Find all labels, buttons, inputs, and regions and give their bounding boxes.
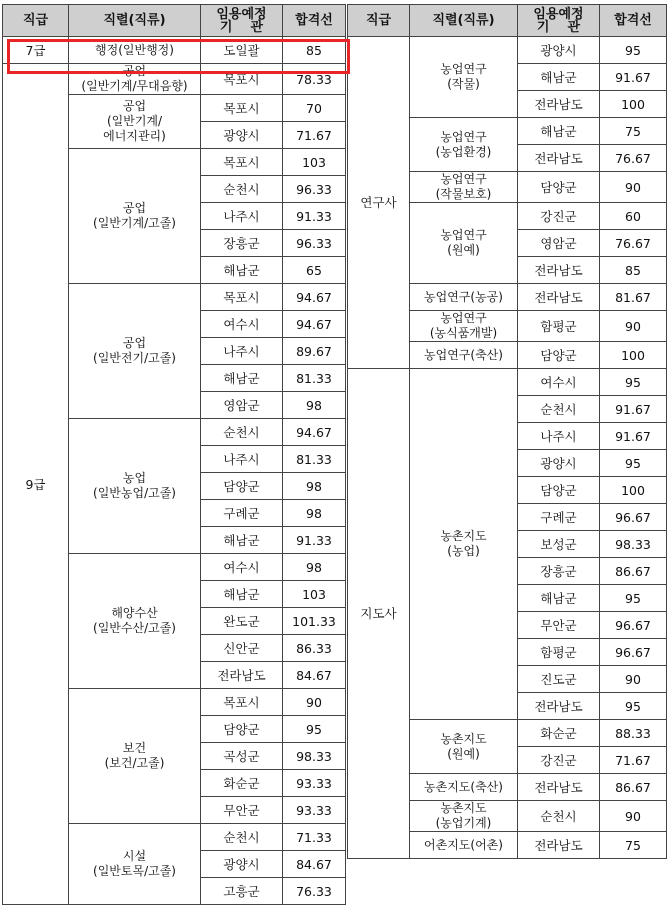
series-cell: 농업연구 (작물) bbox=[410, 37, 518, 118]
series-cell: 보건 (보건/고졸) bbox=[69, 689, 201, 824]
header-grade: 직급 bbox=[3, 5, 69, 37]
org-cell: 나주시 bbox=[201, 203, 283, 230]
cutoff-cell: 91.67 bbox=[600, 64, 667, 91]
org-cell: 광양시 bbox=[201, 851, 283, 878]
org-cell: 여수시 bbox=[201, 554, 283, 581]
series-cell: 공업 (일반기계/고졸) bbox=[69, 149, 201, 284]
cutoff-cell: 90 bbox=[600, 801, 667, 832]
cutoff-cell: 95 bbox=[600, 369, 667, 396]
cutoff-cell: 96.67 bbox=[600, 639, 667, 666]
cutoff-cell: 101.33 bbox=[283, 608, 346, 635]
series-cell: 공업 (일반기계/무대음향) bbox=[69, 64, 201, 95]
cutoff-cell: 71.33 bbox=[283, 824, 346, 851]
header-org bbox=[518, 5, 600, 37]
org-cell: 나주시 bbox=[201, 338, 283, 365]
org-cell: 전라남도 bbox=[518, 284, 600, 311]
cutoff-cell: 65 bbox=[283, 257, 346, 284]
org-cell: 나주시 bbox=[201, 446, 283, 473]
series-cell: 해양수산 (일반수산/고졸) bbox=[69, 554, 201, 689]
grade-cell: 9급 bbox=[3, 64, 69, 905]
org-cell: 목포시 bbox=[201, 64, 283, 95]
cutoff-cell: 103 bbox=[283, 149, 346, 176]
org-cell: 전라남도 bbox=[518, 145, 600, 172]
table-row bbox=[348, 37, 667, 64]
series-cell: 농촌지도 (농업기계) bbox=[410, 801, 518, 832]
org-cell: 순천시 bbox=[201, 824, 283, 851]
cutoff-cell: 78.33 bbox=[283, 64, 346, 95]
cutoff-cell: 94.67 bbox=[283, 284, 346, 311]
org-cell: 보성군 bbox=[518, 531, 600, 558]
cutoff-cell: 98.33 bbox=[283, 743, 346, 770]
org-cell: 화순군 bbox=[201, 770, 283, 797]
cutoff-cell: 91.33 bbox=[283, 203, 346, 230]
org-cell: 구례군 bbox=[201, 500, 283, 527]
cutoff-cell: 93.33 bbox=[283, 770, 346, 797]
org-cell: 해남군 bbox=[201, 581, 283, 608]
cutoff-cell: 95 bbox=[600, 37, 667, 64]
series-cell: 농업연구 (원예) bbox=[410, 203, 518, 284]
table-row bbox=[3, 64, 346, 95]
cutoff-cell: 81.33 bbox=[283, 446, 346, 473]
cutoff-cell: 98.33 bbox=[600, 531, 667, 558]
org-cell: 목포시 bbox=[201, 284, 283, 311]
series-cell: 어촌지도(어촌) bbox=[410, 832, 518, 859]
cutoff-cell: 96.67 bbox=[600, 504, 667, 531]
series-cell: 농업연구 (농업환경) bbox=[410, 118, 518, 172]
cutoff-cell: 103 bbox=[283, 581, 346, 608]
cutoff-cell: 85 bbox=[283, 37, 346, 64]
cutoff-cell: 60 bbox=[600, 203, 667, 230]
cutoff-cell: 95 bbox=[600, 693, 667, 720]
org-cell: 곡성군 bbox=[201, 743, 283, 770]
header-org-line2: 기 관 bbox=[219, 19, 264, 35]
org-cell: 진도군 bbox=[518, 666, 600, 693]
grade-cell: 지도사 bbox=[348, 369, 410, 859]
cutoff-cell: 96.33 bbox=[283, 176, 346, 203]
org-cell: 순천시 bbox=[201, 419, 283, 446]
org-cell: 광양시 bbox=[518, 37, 600, 64]
cutoff-cell: 81.67 bbox=[600, 284, 667, 311]
org-cell: 담양군 bbox=[518, 172, 600, 203]
header-org bbox=[201, 5, 283, 37]
grade-cell: 연구사 bbox=[348, 37, 410, 369]
left-table bbox=[2, 4, 346, 905]
org-cell: 광양시 bbox=[201, 122, 283, 149]
org-cell: 전라남도 bbox=[518, 91, 600, 118]
table-row bbox=[3, 37, 346, 64]
cutoff-cell: 76.33 bbox=[283, 878, 346, 905]
cutoff-cell: 98 bbox=[283, 554, 346, 581]
cutoff-cell: 71.67 bbox=[283, 122, 346, 149]
cutoff-cell: 84.67 bbox=[283, 662, 346, 689]
org-cell: 신안군 bbox=[201, 635, 283, 662]
org-cell: 해남군 bbox=[201, 527, 283, 554]
header-org-line1: 임용예정 bbox=[216, 6, 267, 22]
cutoff-cell: 91.33 bbox=[283, 527, 346, 554]
series-cell: 시설 (일반토목/고졸) bbox=[69, 824, 201, 905]
series-cell: 행정(일반행정) bbox=[69, 37, 201, 64]
right-table bbox=[347, 4, 667, 859]
cutoff-cell: 89.67 bbox=[283, 338, 346, 365]
org-cell: 해남군 bbox=[201, 365, 283, 392]
org-cell: 전라남도 bbox=[518, 832, 600, 859]
cutoff-cell: 76.67 bbox=[600, 230, 667, 257]
cutoff-cell: 98 bbox=[283, 500, 346, 527]
cutoff-cell: 86.67 bbox=[600, 558, 667, 585]
series-cell: 농업연구 (농식품개발) bbox=[410, 311, 518, 342]
cutoff-cell: 94.67 bbox=[283, 311, 346, 338]
header-cutoff: 합격선 bbox=[600, 5, 667, 37]
series-cell: 농촌지도 (원예) bbox=[410, 720, 518, 774]
org-cell: 강진군 bbox=[518, 747, 600, 774]
org-cell: 목포시 bbox=[201, 95, 283, 122]
org-cell: 전라남도 bbox=[518, 257, 600, 284]
header-org-line1: 임용예정 bbox=[533, 6, 584, 22]
cutoff-cell: 91.67 bbox=[600, 396, 667, 423]
cutoff-cell: 90 bbox=[600, 666, 667, 693]
org-cell: 영암군 bbox=[201, 392, 283, 419]
series-cell: 농업연구(농공) bbox=[410, 284, 518, 311]
org-cell: 전라남도 bbox=[518, 774, 600, 801]
org-cell: 강진군 bbox=[518, 203, 600, 230]
cutoff-cell: 71.67 bbox=[600, 747, 667, 774]
cutoff-cell: 90 bbox=[600, 311, 667, 342]
org-cell: 담양군 bbox=[201, 473, 283, 500]
org-cell: 도일괄 bbox=[201, 37, 283, 64]
cutoff-cell: 98 bbox=[283, 473, 346, 500]
org-cell: 여수시 bbox=[201, 311, 283, 338]
grade-cell: 7급 bbox=[3, 37, 69, 64]
series-cell: 농촌지도(축산) bbox=[410, 774, 518, 801]
org-cell: 해남군 bbox=[201, 257, 283, 284]
series-cell: 공업 (일반전기/고졸) bbox=[69, 284, 201, 419]
cutoff-cell: 94.67 bbox=[283, 419, 346, 446]
header-cutoff: 합격선 bbox=[283, 5, 346, 37]
org-cell: 순천시 bbox=[518, 801, 600, 832]
org-cell: 함평군 bbox=[518, 311, 600, 342]
org-cell: 함평군 bbox=[518, 639, 600, 666]
cutoff-cell: 75 bbox=[600, 832, 667, 859]
org-cell: 광양시 bbox=[518, 450, 600, 477]
cutoff-cell: 81.33 bbox=[283, 365, 346, 392]
cutoff-tables bbox=[2, 4, 666, 899]
org-cell: 담양군 bbox=[518, 342, 600, 369]
right-header-row bbox=[348, 5, 667, 37]
left-header-row bbox=[3, 5, 346, 37]
org-cell: 목포시 bbox=[201, 689, 283, 716]
org-cell: 무안군 bbox=[201, 797, 283, 824]
cutoff-cell: 91.67 bbox=[600, 423, 667, 450]
cutoff-cell: 93.33 bbox=[283, 797, 346, 824]
org-cell: 장흥군 bbox=[201, 230, 283, 257]
cutoff-cell: 95 bbox=[600, 450, 667, 477]
series-cell: 공업 (일반기계/ 에너지관리) bbox=[69, 95, 201, 149]
cutoff-cell: 90 bbox=[600, 172, 667, 203]
cutoff-cell: 75 bbox=[600, 118, 667, 145]
series-cell: 농업 (일반농업/고졸) bbox=[69, 419, 201, 554]
cutoff-cell: 70 bbox=[283, 95, 346, 122]
series-cell: 농업연구(축산) bbox=[410, 342, 518, 369]
header-org-line2: 기 관 bbox=[536, 19, 581, 35]
cutoff-cell: 84.67 bbox=[283, 851, 346, 878]
cutoff-cell: 90 bbox=[283, 689, 346, 716]
org-cell: 순천시 bbox=[201, 176, 283, 203]
org-cell: 담양군 bbox=[518, 477, 600, 504]
org-cell: 전라남도 bbox=[201, 662, 283, 689]
cutoff-cell: 86.33 bbox=[283, 635, 346, 662]
cutoff-cell: 86.67 bbox=[600, 774, 667, 801]
cutoff-cell: 96.67 bbox=[600, 612, 667, 639]
table-row bbox=[348, 369, 667, 396]
org-cell: 해남군 bbox=[518, 118, 600, 145]
series-cell: 농업연구 (작물보호) bbox=[410, 172, 518, 203]
header-grade: 직급 bbox=[348, 5, 410, 37]
org-cell: 나주시 bbox=[518, 423, 600, 450]
org-cell: 영암군 bbox=[518, 230, 600, 257]
cutoff-cell: 100 bbox=[600, 342, 667, 369]
cutoff-cell: 85 bbox=[600, 257, 667, 284]
series-cell: 농촌지도 (농업) bbox=[410, 369, 518, 720]
org-cell: 순천시 bbox=[518, 396, 600, 423]
cutoff-cell: 76.67 bbox=[600, 145, 667, 172]
cutoff-cell: 100 bbox=[600, 477, 667, 504]
header-series: 직렬(직류) bbox=[69, 5, 201, 37]
cutoff-cell: 95 bbox=[283, 716, 346, 743]
org-cell: 장흥군 bbox=[518, 558, 600, 585]
cutoff-cell: 96.33 bbox=[283, 230, 346, 257]
org-cell: 여수시 bbox=[518, 369, 600, 396]
cutoff-cell: 95 bbox=[600, 585, 667, 612]
org-cell: 담양군 bbox=[201, 716, 283, 743]
header-series: 직렬(직류) bbox=[410, 5, 518, 37]
cutoff-cell: 88.33 bbox=[600, 720, 667, 747]
org-cell: 해남군 bbox=[518, 64, 600, 91]
org-cell: 화순군 bbox=[518, 720, 600, 747]
org-cell: 구례군 bbox=[518, 504, 600, 531]
org-cell: 해남군 bbox=[518, 585, 600, 612]
org-cell: 완도군 bbox=[201, 608, 283, 635]
org-cell: 고흥군 bbox=[201, 878, 283, 905]
org-cell: 목포시 bbox=[201, 149, 283, 176]
org-cell: 전라남도 bbox=[518, 693, 600, 720]
cutoff-cell: 98 bbox=[283, 392, 346, 419]
org-cell: 무안군 bbox=[518, 612, 600, 639]
cutoff-cell: 100 bbox=[600, 91, 667, 118]
